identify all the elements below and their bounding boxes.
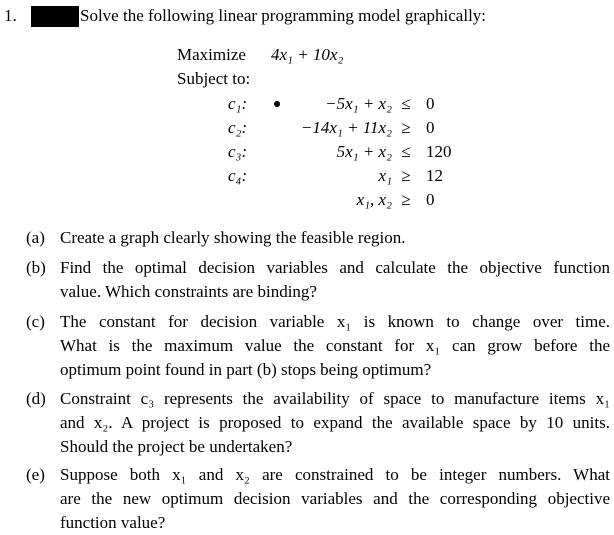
part-text-line: and x₂. A project is proposed to expand the available space by 10 units.: [60, 413, 610, 432]
problem-number: 1.: [4, 6, 17, 25]
constraint-lhs: x₁: [378, 166, 392, 185]
problem-intro: Solve the following linear programming model graphically:: [80, 6, 487, 25]
constraint-relation: ≤: [401, 142, 411, 161]
constraint-label: c₃:: [228, 142, 248, 161]
part-text-line: Create a graph clearly showing the feasible region.: [60, 228, 406, 247]
part-label: (c): [26, 312, 45, 331]
part-text-line: Constraint c₃ represents the availability of space to manufacture items x₁: [60, 389, 610, 408]
part-text-line: function value?: [60, 513, 166, 532]
constraint-rhs: 12: [426, 166, 443, 185]
constraint-lhs: −14x₁ + 11x₂: [300, 118, 392, 137]
part-b: [26, 256, 610, 304]
nonnegativity-lhs: x₁, x₂: [356, 190, 392, 209]
part-a: [26, 226, 610, 250]
part-text-line: Should the project be undertaken?: [60, 437, 293, 456]
objective-expression: 4x₁ + 10x₂: [271, 45, 344, 64]
constraint-lhs: −5x₁ + x₂: [325, 94, 392, 113]
part-text-line: optimum point found in part (b) stops being optimum?: [60, 360, 432, 379]
nonnegativity-rhs: 0: [426, 190, 435, 209]
constraint-relation: ≥: [401, 166, 411, 185]
part-text-line: The constant for decision variable x₁ is known to change over time.: [60, 312, 610, 331]
constraint-label: c₂:: [228, 118, 248, 137]
constraint-label: c₁:: [228, 94, 248, 113]
objective-keyword: Maximize: [177, 45, 246, 64]
part-text-line: Suppose both x₁ and x₂ are constrained to be integer numbers. What: [60, 465, 610, 484]
constraint-relation: ≥: [401, 118, 411, 137]
subject-to-label: Subject to:: [177, 69, 251, 88]
constraint-rhs: 0: [426, 118, 435, 137]
constraint-relation: ≤: [401, 94, 411, 113]
constraint-lhs: 5x₁ + x₂: [336, 142, 392, 161]
constraint-rhs: 120: [426, 142, 452, 161]
part-label: (e): [26, 465, 45, 484]
constraint-label: c₄:: [228, 166, 248, 185]
part-label: (d): [26, 389, 46, 408]
part-text-line: Find the optimal decision variables and calculate the objective function: [60, 258, 610, 277]
part-label: (b): [26, 258, 46, 277]
part-e: [26, 463, 610, 535]
part-text-line: are the new optimum decision variables and the corresponding objective: [60, 489, 610, 508]
part-text-line: value. Which constraints are binding?: [60, 282, 317, 301]
nonnegativity-relation: ≥: [401, 190, 411, 209]
part-c: [26, 310, 610, 382]
part-d: [26, 387, 610, 459]
part-label: (a): [26, 228, 45, 247]
redacted-name-block: [31, 6, 79, 27]
constraint-rhs: 0: [426, 94, 435, 113]
part-text-line: What is the maximum value the constant for x₁ can grow before the: [60, 336, 610, 355]
